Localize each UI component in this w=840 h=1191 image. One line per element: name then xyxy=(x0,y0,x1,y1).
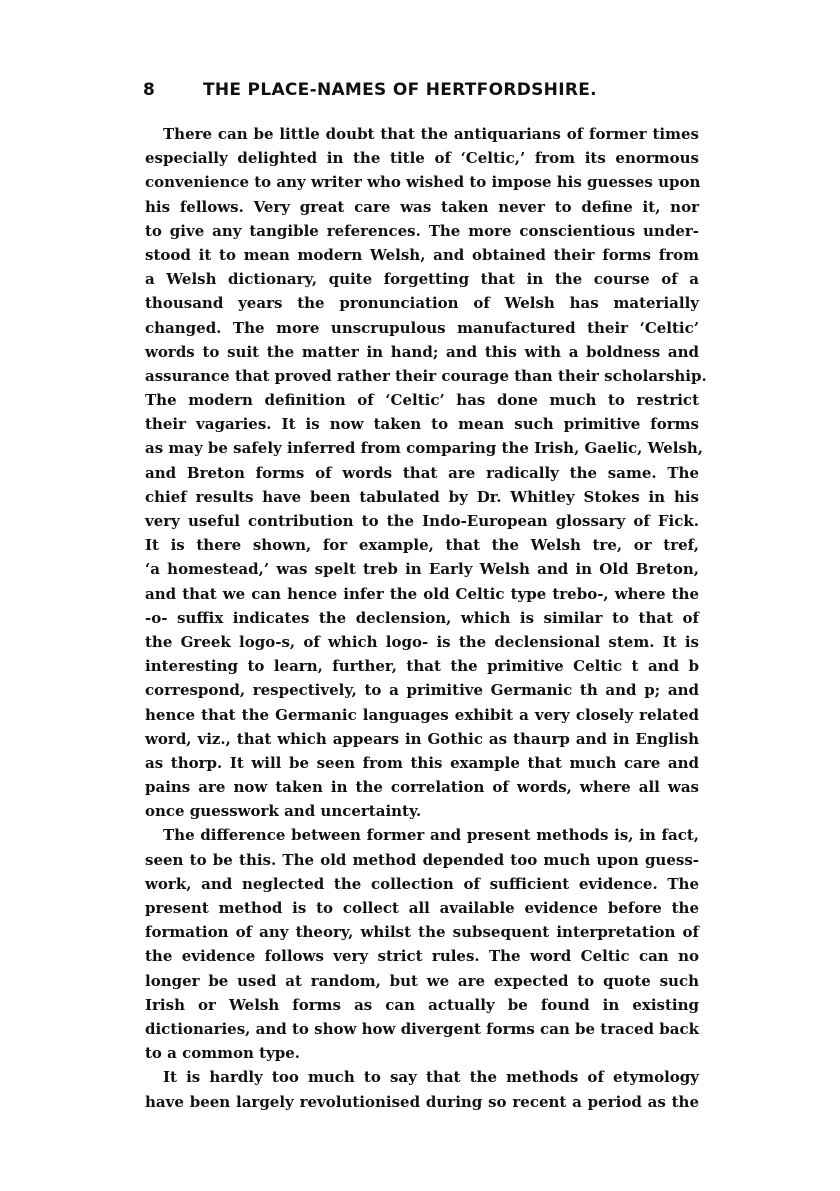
text-line: correspond, respectively, to a primitive Germanic th and p; and xyxy=(145,681,699,700)
text-line: formation of any theory, whilst the subsequent interpretation of xyxy=(145,923,699,942)
text-line: chief results have been tabulated by Dr. Whitley Stokes in his xyxy=(145,487,699,506)
text-line: There can be little doubt that the antiquarians of former times xyxy=(163,125,699,143)
text-line: the Greek logo-s, of which logo- is the declensional stem. It is xyxy=(145,632,699,651)
text-line: and Breton forms of words that are radically the same. The xyxy=(145,463,699,482)
body-text xyxy=(145,122,707,1114)
text-line: a Welsh dictionary, quite forgetting that in the course of a xyxy=(145,270,699,289)
text-line: have been largely revolutionised during so recent a period as the xyxy=(145,1092,699,1111)
text-line: and that we can hence infer the old Celtic type trebo-, where the xyxy=(145,584,699,603)
text-line: the evidence follows very strict rules. The word Celtic can no xyxy=(145,947,699,966)
text-line: seen to be this. The old method depended too much upon guess- xyxy=(145,850,699,869)
paragraph xyxy=(145,823,699,1065)
text-line: convenience to any writer who wished to impose his guesses upon xyxy=(145,173,701,192)
text-line: as thorp. It will be seen from this example that much care and xyxy=(145,753,699,772)
page-number: 8 xyxy=(143,80,155,100)
text-line: their vagaries. It is now taken to mean such primitive forms xyxy=(145,415,699,434)
text-line: changed. The more unscrupulous manufactured their ‘Celtic’ xyxy=(145,318,699,337)
text-line: longer be used at random, but we are expected to quote such xyxy=(145,971,699,990)
text-line: -o- suffix indicates the declension, which is similar to that of xyxy=(145,608,699,627)
text-line: It is there shown, for example, that the Welsh tre, or tref, xyxy=(145,536,699,555)
text-line: words to suit the matter in hand; and this with a boldness and xyxy=(145,342,699,361)
text-line: very useful contribution to the Indo-European glossary of Fick. xyxy=(145,512,699,530)
text-line: his fellows. Very great care was taken never to define it, nor xyxy=(145,197,699,216)
text-line: once guesswork and uncertainty. xyxy=(145,802,422,821)
page-header xyxy=(143,80,699,106)
text-line: stood it to mean modern Welsh, and obtained their forms from xyxy=(145,245,699,264)
text-line: present method is to collect all available evidence before the xyxy=(145,899,699,917)
text-line: It is hardly too much to say that the methods of etymology xyxy=(163,1068,699,1087)
text-line: The difference between former and present methods is, in fact, xyxy=(163,826,699,845)
text-line: as may be safely inferred from comparing the Irish, Gaelic, Welsh, xyxy=(145,439,704,458)
text-line: to give any tangible references. The more conscientious under- xyxy=(145,221,699,240)
text-line: Irish or Welsh forms as can actually be found in existing xyxy=(145,995,699,1014)
text-line: assurance that proved rather their courage than their scholarship. xyxy=(145,366,707,385)
text-line: word, viz., that which appears in Gothic as thaurp and in English xyxy=(145,729,699,748)
text-line: work, and neglected the collection of sufficient evidence. The xyxy=(145,874,699,893)
text-line: especially delighted in the title of ‘Celtic,’ from its enormous xyxy=(145,149,699,168)
text-line: thousand years the pronunciation of Welsh has materially xyxy=(145,294,699,313)
text-line: dictionaries, and to show how divergent forms can be traced back xyxy=(145,1019,699,1038)
text-line: hence that the Germanic languages exhibit a very closely related xyxy=(145,705,699,724)
text-line: to a common type. xyxy=(145,1044,301,1063)
text-line: The modern definition of ‘Celtic’ has done much to restrict xyxy=(145,391,699,410)
running-title: THE PLACE-NAMES OF HERTFORDSHIRE. xyxy=(203,80,597,100)
paragraph xyxy=(145,1065,699,1113)
paragraph xyxy=(145,122,707,823)
text-line: pains are now taken in the correlation of words, where all was xyxy=(145,778,699,797)
text-line: interesting to learn, further, that the primitive Celtic t and b xyxy=(145,657,699,676)
text-line: ‘a homestead,’ was spelt treb in Early Welsh and in Old Breton, xyxy=(145,560,699,579)
